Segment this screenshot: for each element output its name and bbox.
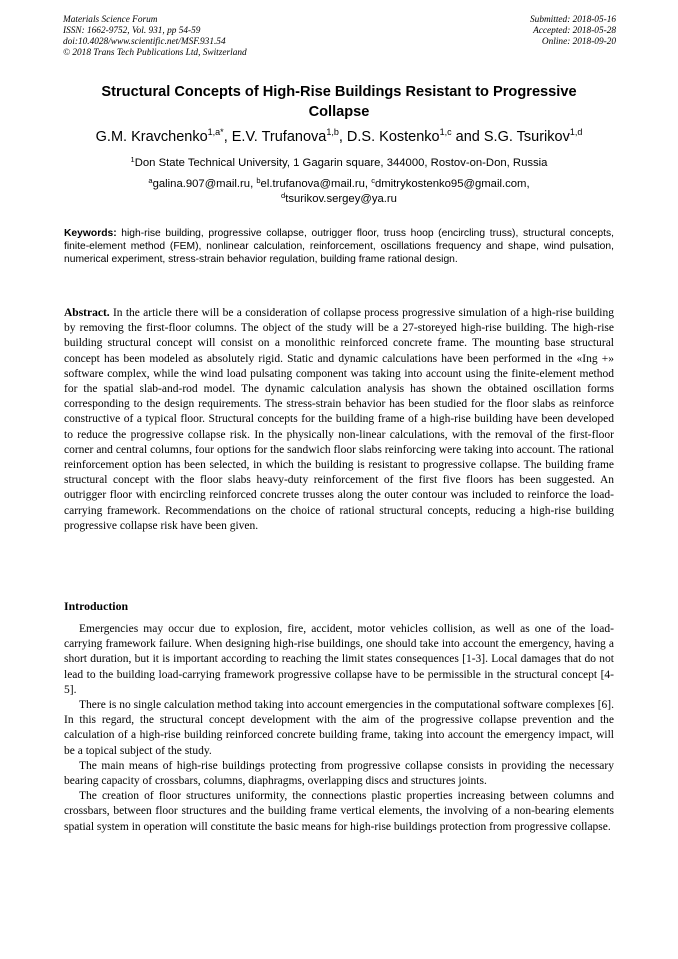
- email-link[interactable]: el.trufanova@mail.ru,: [260, 178, 372, 190]
- email-list: [40, 177, 638, 207]
- author-affiliation-sup: 1,a*: [207, 127, 224, 137]
- author-separator: ,: [223, 129, 232, 145]
- online-date: Online: 2018-09-20: [541, 37, 616, 47]
- email-link[interactable]: dmitrykostenko95@gmail.com,: [374, 178, 530, 190]
- author-name: G.M. Kravchenko: [95, 129, 208, 145]
- affiliation-sup: 1: [130, 155, 135, 164]
- keywords-text: high-rise building, progressive collapse, outrigger floor, truss hoop (encircling truss), structural concepts, finite-element method (FEM), nonlinear calculation, reinforcement, oscillations frequency and shape, wind pulsation, numerical experiment, stress-strain behavior regulation, building frame rational design.: [64, 228, 614, 265]
- abstract-block: [64, 306, 614, 534]
- email-sup: a: [148, 176, 153, 185]
- journal-header-right: [530, 15, 616, 48]
- doi-line[interactable]: doi:10.4028/www.scientific.net/MSF.931.54: [63, 37, 226, 47]
- author-affiliation-sup: 1,b: [326, 127, 339, 137]
- journal-header-left: [63, 15, 247, 59]
- intro-paragraph: There is no single calculation method taking into account emergencies in the computational software complexes [6]. In this regard, the structural concept development with the aim of the progressive collapse prevention and the calculation of a high-rise building reinforced concrete building frame, taking into account the emergency impact, will be a topical subject of the study.: [64, 699, 615, 757]
- email-line: [40, 177, 638, 192]
- submitted-date: Submitted: 2018-05-16: [530, 15, 616, 25]
- email-link[interactable]: tsurikov.sergey@ya.ru: [285, 193, 397, 205]
- accepted-date: Accepted: 2018-05-28: [533, 26, 616, 36]
- introduction-heading: Introduction: [64, 599, 129, 613]
- intro-paragraph: The creation of floor structures uniformity, the connections plastic properties increasing between columns and crossbars, between floor structures and the building frame vertical elements, the involving of a non-bearing elements spatial system in operation will constitute the basic means for high-rise buildings protection from progressive collapse.: [64, 790, 614, 833]
- copyright-line: © 2018 Trans Tech Publications Ltd, Switzerland: [63, 48, 247, 58]
- abstract-text: In the article there will be a consideration of collapse process progressive simulation of a high-rise building by removing the first-floor columns. The object of the study will be a 27-storeyed high-rise building. The high-rise building structural concept will consist on a monolithic reinforced concrete frame. The mounting base structural concept has been modeled as absolutely rigid. Static and dynamic calculations have been performed in the «Ing +» software complex, while the wind load pulsating component was taking into account using the finite-element method for the spatial slab-and-rod model. The dynamic calculation analysis has shown the obtained oscillation forms corresponding to the design requirements. The stress-strain behavior has been studied for the floor slabs as reinforce constructive of a typical floor. Structural concepts for the building frame of a high-rise building have been developed to reduce the progressive collapse risk. In the physically non-linear calculations, with the removal of the first-floor corner and central columns, four options for the sandwich floor slabs reinforcing were taking into account. The rational reinforcement option has been selected, in which the building is resistant to progressive collapse. The building frame structural concept with the floor slabs heavy-duty reinforcement of the first five floors has been suggested. An outrigger floor with encircling reinforced concrete trusses along the outer contour was included to reinforce the load-carrying framework. Recommendations on the choice of rational structural concepts, reducing a high-rise building progressive collapse risk have been given.: [64, 307, 614, 532]
- email-sup: c: [371, 176, 375, 185]
- author-separator: ,: [338, 129, 347, 145]
- abstract-label: Abstract.: [64, 307, 110, 319]
- author-affiliation-sup: 1,c: [439, 127, 452, 137]
- keywords-block: [64, 227, 614, 266]
- issn-line: ISSN: 1662-9752, Vol. 931, pp 54-59: [63, 26, 201, 36]
- affiliation-text: Don State Technical University, 1 Gagarin square, 344000, Rostov-on-Don, Russia: [134, 157, 548, 169]
- keywords-label: Keywords:: [64, 228, 117, 239]
- author-name: S.G. Tsurikov: [483, 129, 570, 145]
- intro-paragraph: Emergencies may occur due to explosion, fire, accident, motor vehicles collision, as well as one of the load-carrying framework failure. When designing high-rise buildings, one should take into account the emergency, having a short duration, but it is important according to reaching the limit states consequences [1-3]. Local damages that do not lead to the building load-carrying framework progressive collapse have to be permissible in the structural concept [4-5].: [64, 623, 614, 696]
- author-name: D.S. Kostenko: [346, 129, 440, 145]
- paper-title: Structural Concepts of High-Rise Buildings Resistant to Progressive Collapse: [101, 84, 577, 120]
- intro-paragraph: The main means of high-rise buildings protecting from progressive collapse consists in providing the necessary bearing capacity of crossbars, columns, diaphragms, overlapping discs and structures joints.: [64, 759, 614, 788]
- author-list: [40, 127, 638, 147]
- author-affiliation-sup: 1,d: [569, 127, 583, 137]
- author-name: E.V. Trufanova: [231, 129, 327, 145]
- email-link[interactable]: galina.907@mail.ru,: [152, 178, 257, 190]
- journal-name: Materials Science Forum: [63, 15, 158, 25]
- email-sup: b: [256, 176, 261, 185]
- affiliation: [40, 156, 638, 170]
- email-line: [40, 192, 638, 207]
- email-sup: d: [281, 191, 286, 200]
- author-separator: and: [451, 129, 484, 145]
- introduction-body: [64, 622, 614, 835]
